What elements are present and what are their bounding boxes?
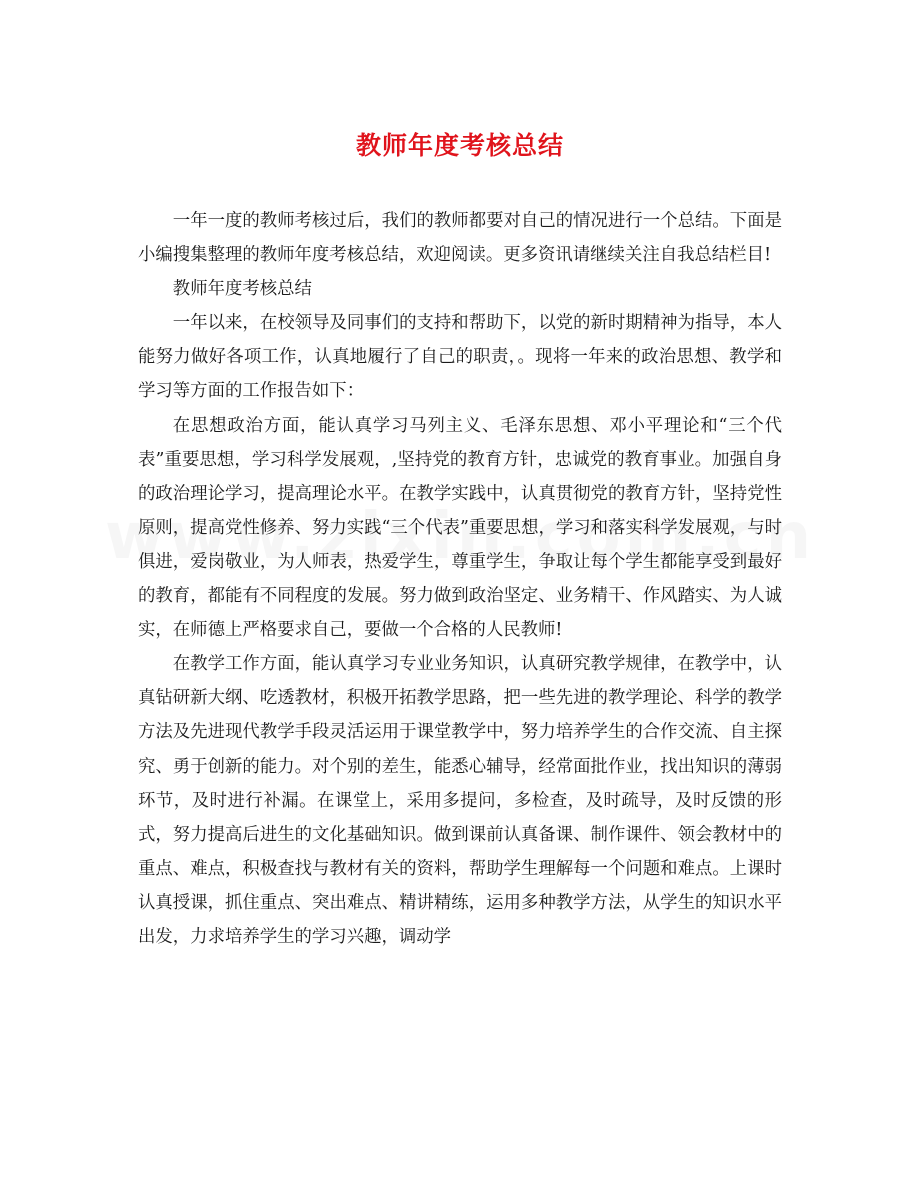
document-body	[138, 204, 782, 954]
politics-paragraph: 在思想政治方面，能认真学习马列主义、毛泽东思想、邓小平理论和“三个代表”重要思想，学习科学发展观，,坚持党的教育方针，忠诚党的教育事业。加强自身的政治理论学习，提高理论水平。在教学实践中，认真贯彻党的教育方针，坚持党性原则，提高党性修养、努力实践“三个代表”重要思想，学习和落实科学发展观，与时俱进，爱岗敬业，为人师表，热爱学生，尊重学生，争取让每个学生都能享受到最好的教育，都能有不同程度的发展。努力做到政治坚定、业务精干、作风踏实、为人诚实，在师德上严格要求自己，要做一个合格的人民教师!	[138, 415, 782, 641]
teaching-paragraph: 在教学工作方面，能认真学习专业业务知识，认真研究教学规律，在教学中，认真钻研新大纲、吃透教材，积极开拓教学思路，把一些先进的教学理论、科学的教学方法及先进现代教学手段灵活运用于课堂教学中，努力培养学生的合作交流、自主探究、勇于创新的能力。对个别的差生，能悉心辅导，经常面批作业，找出知识的薄弱环节，及时进行补漏。在课堂上，采用多提问，多检查，及时疏导，及时反馈的形式，努力提高后进生的文化基础知识。做到课前认真备课、制作课件、领会教材中的重点、难点，积极查找与教材有关的资料，帮助学生理解每一个问题和难点。上课时认真授课，抓住重点、突出难点、精讲精练，运用多种教学方法，从学生的知识水平出发，力求培养学生的学习兴趣，调动学	[138, 654, 782, 947]
opening-paragraph: 一年以来，在校领导及同事们的支持和帮助下，以党的新时期精神为指导，本人能努力做好各项工作，认真地履行了自己的职责，。现将一年来的政治思想、教学和学习等方面的工作报告如下：	[138, 313, 782, 402]
section-heading: 教师年度考核总结	[172, 279, 312, 300]
intro-paragraph: 一年一度的教师考核过后，我们的教师都要对自己的情况进行一个总结。下面是小编搜集整理的教师年度考核总结，欢迎阅读。更多资讯请继续关注自我总结栏目!	[138, 211, 782, 266]
document-title: 教师年度考核总结	[355, 131, 564, 160]
